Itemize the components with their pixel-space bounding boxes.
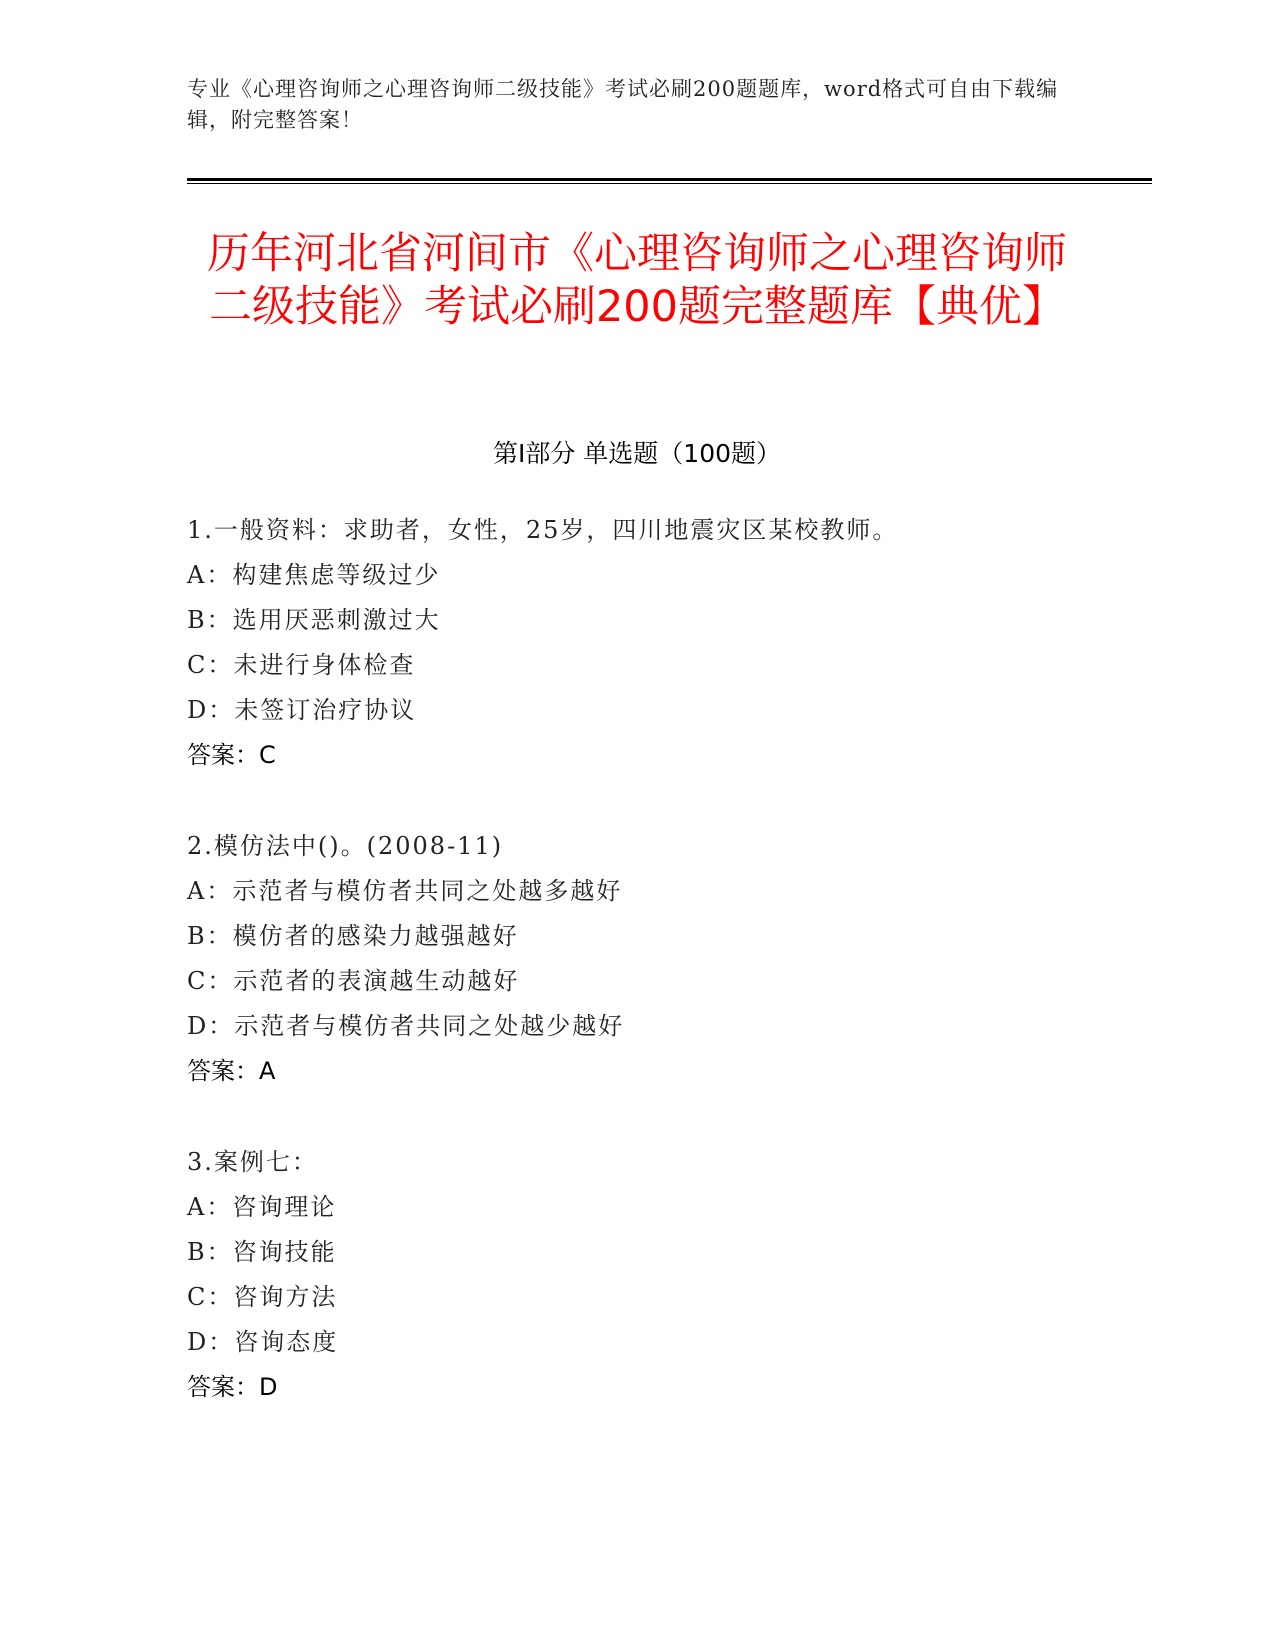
header-rule-thin	[187, 183, 1152, 184]
option-c: C：示范者的表演越生动越好	[187, 967, 520, 995]
option-a: A：示范者与模仿者共同之处越多越好	[187, 877, 623, 905]
question-stem: 2.模仿法中()。(2008-11)	[187, 832, 504, 860]
option-b: B：选用厌恶刺激过大	[187, 606, 441, 634]
option-b: B：模仿者的感染力越强越好	[187, 922, 519, 950]
header-rule-thick	[187, 178, 1152, 181]
option-a: A：构建焦虑等级过少	[187, 561, 441, 589]
question-stem: 3.案例七：	[187, 1148, 318, 1176]
answer-line: 答案：C	[187, 741, 276, 769]
option-c: C：未进行身体检查	[187, 651, 416, 679]
question-1	[187, 508, 1087, 778]
question-stem: 1.一般资料：求助者，女性，25岁，四川地震灾区某校教师。	[187, 516, 899, 544]
question-2	[187, 824, 1087, 1094]
document-title: 历年河北省河间市《心理咨询师之心理咨询师二级技能》考试必刷200题完整题库【典优】	[207, 229, 1067, 332]
option-d: D：咨询态度	[187, 1328, 339, 1356]
question-3	[187, 1140, 1087, 1410]
option-d: D：未签订治疗协议	[187, 696, 417, 724]
option-b: B：咨询技能	[187, 1238, 337, 1266]
option-d: D：示范者与模仿者共同之处越少越好	[187, 1012, 625, 1040]
answer-line: 答案：A	[187, 1057, 276, 1085]
answer-line: 答案：D	[187, 1373, 278, 1401]
section-title: 第I部分 单选题（100题）	[492, 439, 782, 468]
header-note: 专业《心理咨询师之心理咨询师二级技能》考试必刷200题题库，word格式可自由下载编辑，附完整答案！	[187, 77, 1059, 132]
option-c: C：咨询方法	[187, 1283, 338, 1311]
option-a: A：咨询理论	[187, 1193, 337, 1221]
